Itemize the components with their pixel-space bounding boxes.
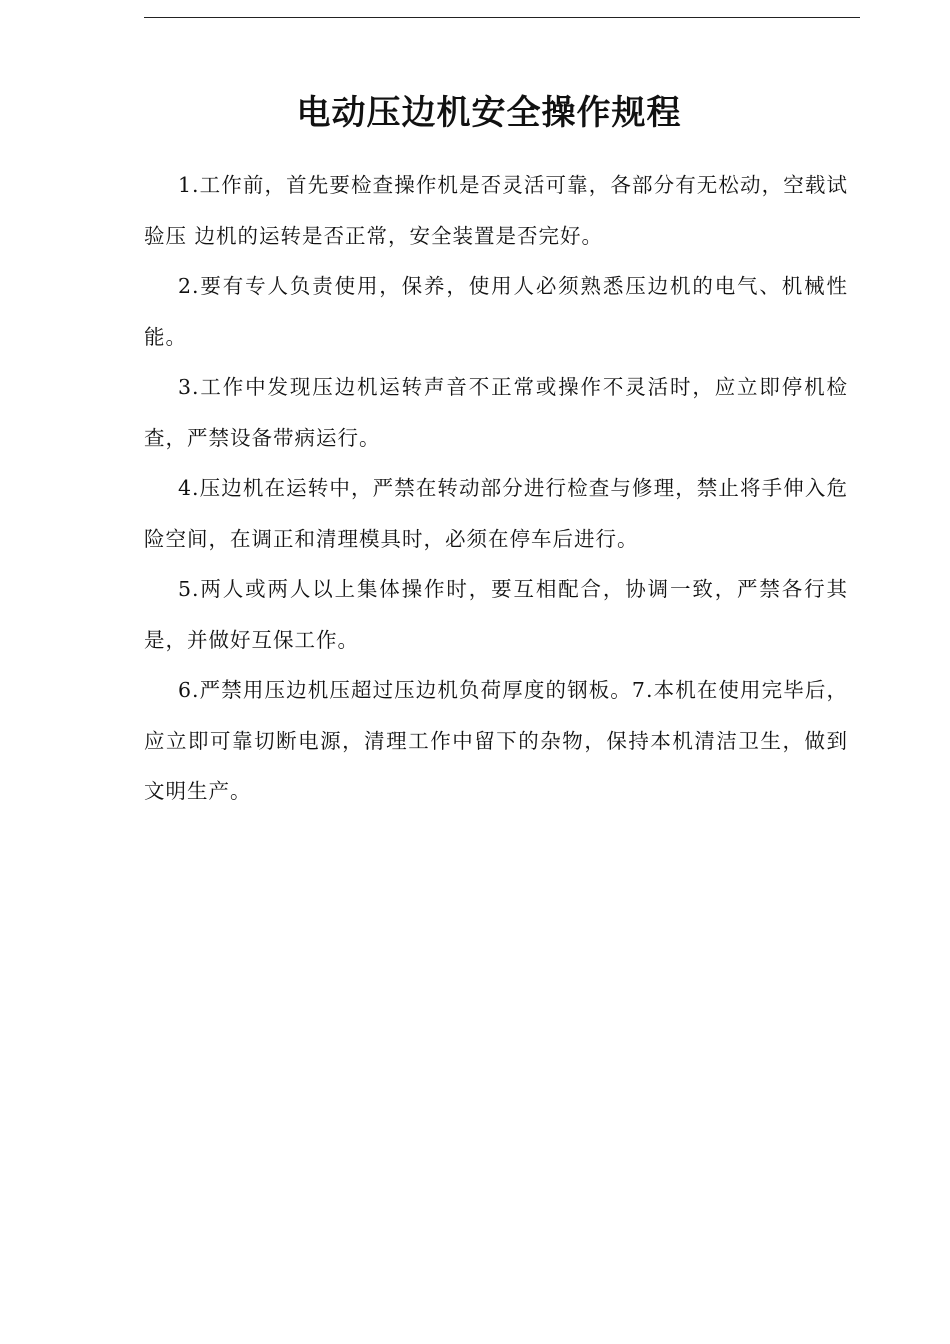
rule-paragraph-1: 1.工作前，首先要检查操作机是否灵活可靠，各部分有无松动，空载试验压 边机的运转是否正常，安全装置是否完好。 [144, 173, 848, 248]
rule-paragraph-6: 6.严禁用压边机压超过压边机负荷厚度的钢板。7.本机在使用完毕后，应立即可靠切断电源，清理工作中留下的杂物，保持本机清洁卫生，做到文明生产。 [144, 678, 848, 803]
document-body [144, 160, 848, 817]
header-rule [144, 17, 860, 18]
document-title: 电动压边机安全操作规程 [296, 93, 682, 133]
rule-paragraph-5: 5.两人或两人以上集体操作时，要互相配合，协调一致，严禁各行其是，并做好互保工作。 [144, 577, 848, 652]
rule-paragraph-3: 3.工作中发现压边机运转声音不正常或操作不灵活时，应立即停机检查，严禁设备带病运行。 [144, 375, 848, 450]
rule-paragraph-4: 4.压边机在运转中，严禁在转动部分进行检查与修理，禁止将手伸入危险空间，在调正和清理模具时，必须在停车后进行。 [144, 476, 848, 551]
rule-paragraph-2: 2.要有专人负责使用，保养，使用人必须熟悉压边机的电气、机械性能。 [144, 274, 848, 349]
